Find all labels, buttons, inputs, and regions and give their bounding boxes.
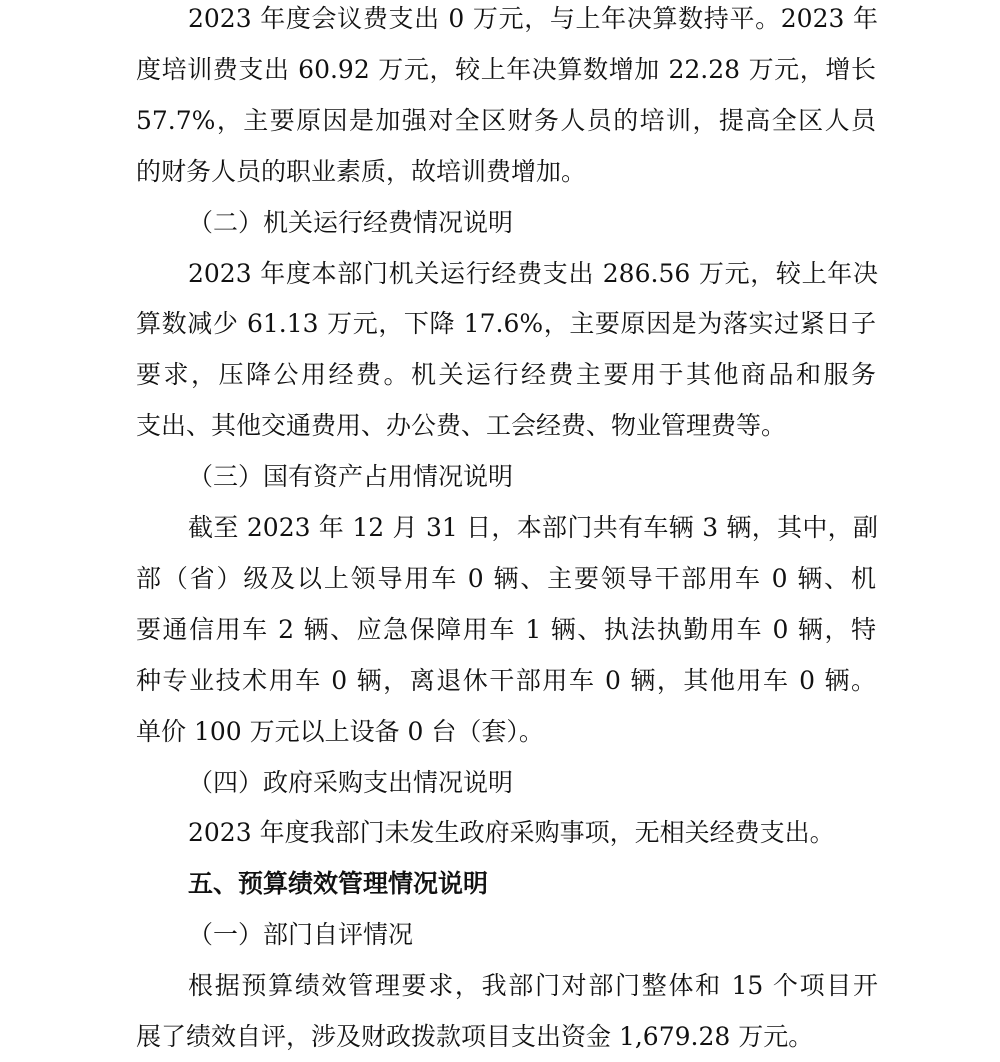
subsection-heading: （一）部门自评情况 <box>188 920 414 950</box>
subsection-heading: （二）机关运行经费情况说明 <box>188 207 514 237</box>
paragraph-line: 单价 100 万元以上设备 0 台（套）。 <box>136 716 544 746</box>
paragraph-line: 2023 年度我部门未发生政府采购事项，无相关经费支出。 <box>188 818 835 848</box>
paragraph-line: 支出、其他交通费用、办公费、工会经费、物业管理费等。 <box>136 411 787 441</box>
paragraph-line: 2023 年度会议费支出 0 万元，与上年决算数持平。2023 年 <box>188 4 878 33</box>
paragraph-line: 根据预算绩效管理要求，我部门对部门整体和 15 个项目开 <box>188 971 878 1001</box>
paragraph-line: 的财务人员的职业素质，故培训费增加。 <box>136 156 587 186</box>
paragraph-line: 部（省）级及以上领导用车 0 辆、主要领导干部用车 0 辆、机 <box>136 563 876 593</box>
subsection-heading: （三）国有资产占用情况说明 <box>188 462 514 492</box>
paragraph-line: 展了绩效自评，涉及财政拨款项目支出资金 1,679.28 万元。 <box>136 1022 814 1051</box>
paragraph-line: 要通信用车 2 辆、应急保障用车 1 辆、执法执勤用车 0 辆，特 <box>136 614 876 644</box>
paragraph-line: 57.7%，主要原因是加强对全区财务人员的培训，提高全区人员 <box>136 105 876 135</box>
paragraph-line: 要求，压降公用经费。机关运行经费主要用于其他商品和服务 <box>136 360 876 390</box>
paragraph-line: 算数减少 61.13 万元，下降 17.6%，主要原因是为落实过紧日子 <box>136 309 876 339</box>
paragraph-line: 截至 2023 年 12 月 31 日，本部门共有车辆 3 辆，其中，副 <box>188 513 878 542</box>
section-heading: 五、预算绩效管理情况说明 <box>188 869 489 899</box>
subsection-heading: （四）政府采购支出情况说明 <box>188 767 514 797</box>
paragraph-line: 度培训费支出 60.92 万元，较上年决算数增加 22.28 万元，增长 <box>136 54 876 84</box>
paragraph-line: 2023 年度本部门机关运行经费支出 286.56 万元，较上年决 <box>188 258 878 288</box>
paragraph-line: 种专业技术用车 0 辆，离退休干部用车 0 辆，其他用车 0 辆。 <box>136 665 876 695</box>
